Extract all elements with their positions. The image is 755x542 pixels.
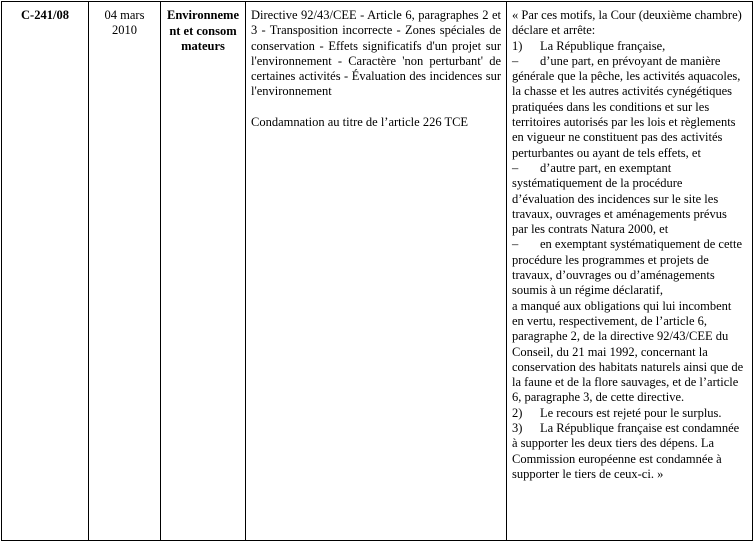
dash-text: d’une part, en prévoyant de manière générale que la pêche, les activités aquacoles, la chasse et les autres activités cynégétiques pratiquées dans les conditions et sur les territoires autorisés par les lois et règlements en vigueur ne constituent pas des activités perturbantes ou ayant de tels effets, et [512,53,741,160]
point-text: La République française, [540,38,666,53]
ruling-intro: « Par ces motifs, la Cour (deuxième chambre) déclare et arrête: [512,8,742,38]
ruling-point-3 [512,421,744,482]
point-text: La République française est condamnée à supporter les deux tiers des dépens. La Commission européenne est condamnée à supporter le tiers de ceux-ci. » [512,421,740,481]
dash-marker: – [512,237,519,252]
subject-cell [246,2,507,541]
ruling-dash-1 [512,54,744,161]
ruling-failure-statement: a manqué aux obligations qui lui incombent en vertu, respectivement, de l’article 6, paragraphe 2, de la directive 92/43/CEE du Conseil, du 21 mai 1992, concernant la conservation des habitats naturels ainsi que de la faune et de la flore sauvages, et de l’article 6, paragraphe 3, de cette directive. [512,298,744,405]
case-number: C-241/08 [21,8,69,22]
point-number: 1) [512,38,523,53]
ruling-cell [507,2,753,541]
domain-label: Environnement et consommateurs [167,8,239,53]
ruling-dash-2 [512,161,744,237]
point-number: 2) [512,405,523,420]
ruling-dash-3 [512,237,744,298]
dash-marker: – [512,53,519,68]
point-number: 3) [512,421,523,436]
point-text: Le recours est rejeté pour le surplus. [540,405,722,420]
date-cell [89,2,161,541]
dash-text: en exemptant systématiquement de cette procédure les programmes et projets de travaux, d’ouvrages ou d’aménagements soumis à un régime déclaratif, [512,237,743,298]
judgment-date: 04 mars 2010 [104,8,145,38]
condemnation-text: Condamnation au titre de l’article 226 TCE [251,114,469,129]
table-row [2,2,753,541]
dash-text: d’autre part, en exemptant systématiquement de la procédure d’évaluation des incidences sur le site les travaux, ouvrages et aménagements prévus par les contrats Natura 2000, et [512,160,727,237]
domain-cell [161,2,246,541]
subject-text: Directive 92/43/CEE - Article 6, paragraphes 2 et 3 - Transposition incorrecte - Zones spéciales de conservation - Effets significatifs d'un projet sur l'environnement - Caractère 'non perturbant' de certaines activités - Évaluation des incidences sur l'environnement [251,8,501,99]
ruling-point-2 [512,406,744,421]
case-table [1,1,753,541]
case-number-cell [2,2,89,541]
dash-marker: – [512,160,519,175]
ruling-point-1 [512,39,744,54]
